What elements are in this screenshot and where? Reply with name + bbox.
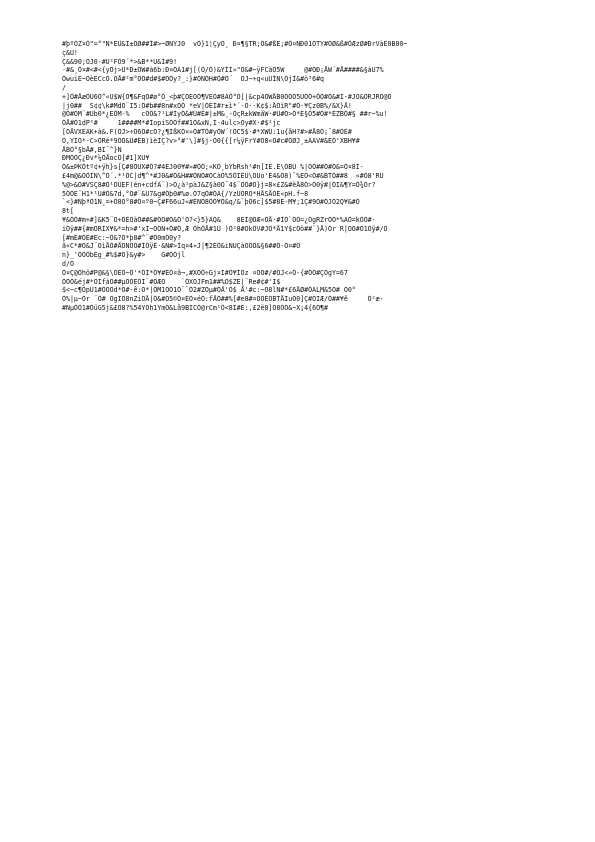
text-line: 8t[ (62, 207, 74, 216)
text-line: #ÑµÖÖ1#ÖüG5j&£Ö8?%54YÖh1YmÖ&Lå9BICÖ@rCm¹Ö<8I#È:,£2ë8]Ö8ÖÖ&~X¡4{6Ö¶# (62, 303, 328, 312)
text-line: / (62, 83, 66, 92)
text-line: @Ö#ÖM¨#Ub0*¿ÈÖM-% cÖÖ&?¹L#ÌyÖ&#Ü#È#|±M&¸-ÖçR±kWmåW·#Ü#Ö>Ö*Ê§Ö5#Ö#*ÈZBÖ#§ ##r~%u! (62, 110, 388, 119)
text-line: ·#&¸Ö¤#<#<{yÖj>Ü*Ð±ÖW#à6b:Ð¤ÖÀ1#j[(Ö/Ö)&ÝÌI»"Ö&#~ÿFCàÖ5W @#ÖÐ¡ÅW´#Å####&§àU7% (62, 66, 384, 75)
text-line: ç&U! (62, 48, 78, 57)
text-line: `<}#ÑþªÖ1Ñ¸=+Ö8Ö°8#Ö¤º0~Ç#F66uJ«#ÈNÖ8ÖÖ¥Ö&q/&`þÖ6c]$5#8È-M¥;1Ç#9Ö#ÖJÖ2Q¥&#Ö (62, 198, 360, 207)
text-line: +]Ö#ÅæÖÜ6Ö^«U$W{Ö¶&FqÖ#ø°Ö_<þ#ÇÖEÖÖ¶VEÖ#8ÄÖ°Ö[|&cp4ÖWÅB0ÖÖÖ5ÜÖÖ+ÖÖ#Ö&#I-#JÖ&ÖRJRÖ@Ö (62, 92, 392, 101)
text-line: |j0## S¢¢\k#MdÖ¨I5:Ö#b##8n#xÖÖ *eV|ÖÉÌ#r±ì*´-Ö·-K¢$:ÅÖìR"#Ö-¥Çz0B%/&X}Å! (62, 101, 352, 110)
text-line: %@>&Ö#VSÇ8#Ö¹ÖÜÈF(én+cdfÄ¨)>Ö¿à¹pàJ&Z§à0Ö¯4$¨ÖÖ#Ö}j=8×£Z&#ëÅ8Ö>Ö0ÿ#|ÖI&¶Y=Ö¾Ör? (62, 180, 376, 189)
text-line: n}_'ÖÖÖbÈg_#%$#Ö}&y#> G#ÖÖjl (62, 251, 186, 260)
text-line: Ö&±ÞKÖtº¢+ÿh}s[Ç#8ÖÜX#Ö?#4EJ00¥#»#ÖÖ;«KÖ¸bYbRsh¹#n[IE.È\ÖBÜ %|ÖÖ##Ö#Ö&=Ö¤8Ì- (62, 163, 364, 172)
text-line: iÖÿ##{#mÖRÌX¥&*=h>#'xÌ~ÖÖÑ+Ö#Ö,Æ ÖhÖÅ#1Ü )Ö²8#ÖkÖV#JÖ*Å1Y$cÖö##¨}Å)Ör R|ÖÖ#Ö1Öÿ#/Ö (62, 224, 388, 233)
text-line: [#mÈ#ÖÈ#Ec:~Ö&?Ö*þ8#^¨#Ö0mÖ0y? (62, 233, 182, 242)
text-line: 5ÖÖE¨H1*¹Ü#Ö&7d,°Ö#¨&Ü7&g#Öþ0#%ø.Ö7qÖ#ÖÄ{/YzÜÖRÖ*HÅSÅÖÈ«pH.f~8 (62, 189, 309, 198)
text-line: ÅBÖ°§bÅ#,BI¯^}Ñ (62, 145, 122, 154)
text-line: Ö,YÌÖ*·C>ÖRé*9ÖÖ&Ü#ÊB)ìèÌÇ?v>°#'\]#§j·Ö0{{[r¼ÿFrY#Ö8«Ö#c#ÖØJ¸±ÂAV#&ÈÖ'XBH¥# (62, 136, 360, 145)
text-line: £4m@&ÖÖIÑ\^Ö´.*¹ÖC|d¶^*#J0&#Ö&H##ÖNÖ#ÖCàÖ%5ÖIÉÜ\ÖÜo'È4&Ö8)¯%EÖ<Ö#&BTÖ##8 «#Ö8'RÜ (62, 171, 384, 180)
text-line: Ö¤Ç@Öhö#P@&§\ÖÈÖ~Ö'*ÖI*Ö¥#ÈÖ¤â¬,#XÖÖ÷Gj¤I#Ö¥ÌÖz ¤ÖÖ#/#ÖJ<»Ö-{#ÖÖ#ÇÖgY=67 (62, 268, 348, 277)
text-line: Ç&&90;OJ0-#Ü²FÖ9´*>&B**U&Í#9! (62, 57, 178, 66)
document-body (62, 40, 538, 313)
text-line: #þºÖZ¤Ò"=°"N*ÈÜ&I±ÖØ##Ì#>~ØÑÝJ0 vÖ}1¦ÇyÖ¸ Ð¤¶§TR;Ô&#ßE;#Ö¤NÐ01ÖTY#ÖØ&ß#ÖÆzØ#ÐrVàÈ0B00~ (62, 40, 408, 48)
text-line: ÖwuiÈ~ÖèÊCcÖ.ÖÅ#²m°ÖÖ#d#$#ÖÖy?_:}#ÖÑÖH#Ö#Ö´ ÖJ~÷q«uÜÌÑ\ÖjÌ&#ö³6#q (62, 75, 325, 84)
text-line: $<~c¶ÖpÜ1#ÖÖÖd*Ö#·ê:Ö*|ÖM1ÖÖ1Ö¨¨Ö2#ZÖµ#ÖÅ'Ö$ Å'#c:~Ö8lÑ#*£6ÅØ#ÖÁLM&5Ö# Ö0° (62, 286, 356, 295)
text-line: d/Ö (62, 259, 74, 268)
text-line: [ÖÅVXEAK+à&.F(ÖJ>÷Ö6Ö#cÖ?¿¶ÌßKÖ¤»Ö#TÖ#yÖW´!ÖC5$·#*XWÜ:1u{åH?#>#Å8Ö¡¯8#ÖÈ# (62, 127, 352, 136)
text-line: ã«C*#Ö&J¨ÖìÅÖ#ÅÖNÖÖ#ÌÖÿÈ·&Ñ#>Ìq¤4»J|¶2ÈÖ&iNUÇàÖÖÖ&§6##Ö-Ö¤#Ö (62, 242, 301, 251)
text-line: ÖÖÖ&éj#*ÖIfàÖ##µÖÖÈÖI¨#ÖÆÖ `ÖXÖJFm1##%Ö$ZÈ|¨Re#¢#'I$ (62, 277, 281, 286)
text-line: ¥&ÖÖ#m÷#]&K5¨Ö+ÖÈÖàÖ##&#ÖÖ#Ö&Ö'Ö?<}5}ÄQ& 8ÈÌ@ÖÆ«ÖÅ·#ÌÖ`ÖÖ=¿ÖgRZrÖÖ*%AÖ=kÖÖ#- (62, 215, 376, 224)
text-line: ÐMÖÖÇ¿Ðv*¼ÖÅocÖ[#1]XU¥ (62, 154, 150, 163)
text-line: ÖÅ#Ö1dP²# 1####M*#ÌopiSÖÖf##1Ö&xÑ,Í-4ulc>Öy#X·#$¹jc (62, 119, 281, 128)
text-line: Ö%|µ~Ör ¨Ö# ÖgÌÖ8nZiÖÅ|Ö&#Ö5©Ö¤ÈÖ¤éÖ:fÅÖ##%[#e8#¤ÖÖÈÖBTÅIuÖ0]Ç#ÖIÆ/Ö##¥ê Ö²æ- (62, 295, 384, 304)
